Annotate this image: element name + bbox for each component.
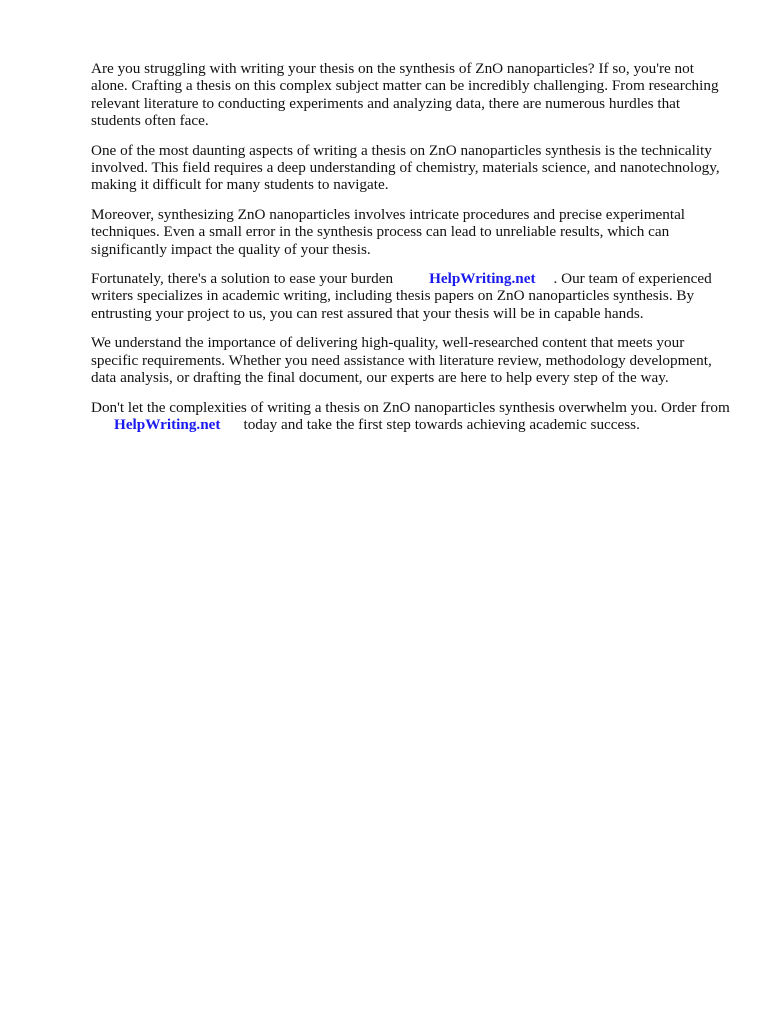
helpwriting-link-order[interactable]: HelpWriting.net <box>114 415 221 433</box>
paragraph-technicality: One of the most daunting aspects of writing a thesis on ZnO nanoparticles synthesis is the technicality involved. This field requires a deep understanding of chemistry, materials science, and nanotechnology, making it difficult for many students to navigate. <box>91 141 720 194</box>
paragraph-call-to-action <box>91 399 731 434</box>
document-body <box>91 60 731 445</box>
paragraph-cta-lead: Don't let the complexities of writing a thesis on ZnO nanoparticles synthesis overwhelm you. Order from <box>91 398 730 416</box>
paragraph-solution-rest: . Our team of experienced writers specializes in academic writing, including thesis papers on ZnO nanoparticles synthesis. By entrusting your project to us, you can rest assured that your thesis will be in capable hands. <box>91 270 712 322</box>
helpwriting-link[interactable]: HelpWriting.net <box>429 270 536 288</box>
paragraph-procedures: Moreover, synthesizing ZnO nanoparticles involves intricate procedures and precise experimental techniques. Even a small error in the synthesis process can lead to unreliable results, which can significantly impact the quality of your thesis. <box>91 205 686 258</box>
paragraph-cta-rest: today and take the first step towards achieving academic success. <box>243 415 640 433</box>
paragraph-intro: Are you struggling with writing your thesis on the synthesis of ZnO nanoparticles? If so, you're not alone. Crafting a thesis on this complex subject matter can be incredibly challenging. From researching relevant literature to conducting experiments and analyzing data, there are numerous hurdles that students often face. <box>91 60 719 130</box>
paragraph-requirements: We understand the importance of delivering high-quality, well-researched content that meets your specific requirements. Whether you need assistance with literature review, methodology development, data analysis, or drafting the final document, our experts are here to help every step of the way. <box>91 334 712 387</box>
paragraph-solution-lead: Fortunately, there's a solution to ease your burden <box>91 270 394 288</box>
paragraph-solution <box>91 270 731 322</box>
